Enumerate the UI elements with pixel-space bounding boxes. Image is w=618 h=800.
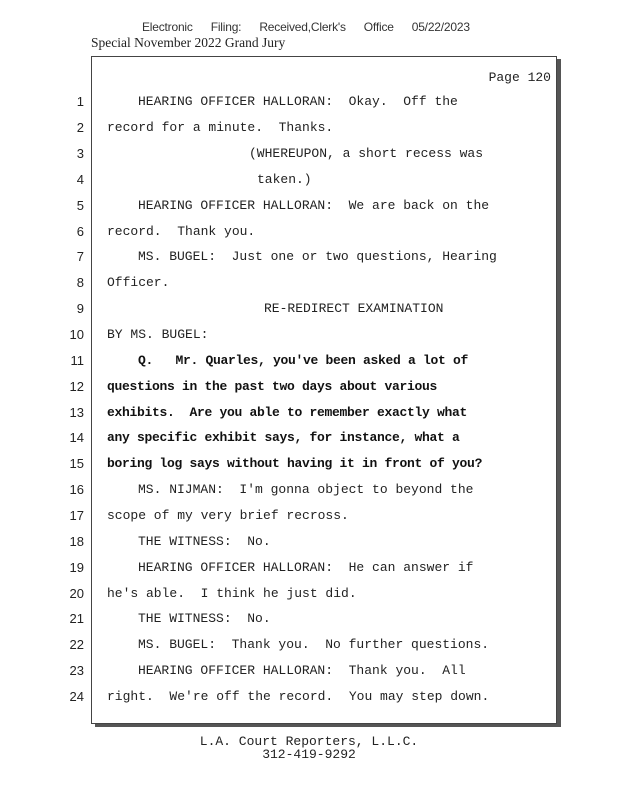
line-number: 7 [76,249,84,264]
line-number: 6 [76,224,84,239]
line-number: 23 [69,663,84,678]
line-number: 18 [69,534,84,549]
line-number: 21 [69,611,84,626]
line-number: 4 [76,172,84,187]
transcript-line-question: any specific exhibit says, for instance, what a [107,430,460,445]
footer-phone: 312-419-9292 [262,747,356,762]
transcript-line: HEARING OFFICER HALLORAN: We are back on the [138,198,490,213]
line-number: 9 [76,301,84,316]
case-title: Special November 2022 Grand Jury [91,35,286,50]
line-number: 1 [76,94,84,109]
transcript-line-question: questions in the past two days about various [107,379,438,394]
stamp-office: Office [363,20,394,34]
transcript-line: MS. NIJMAN: I'm gonna object to beyond the [138,482,474,497]
line-number: 19 [69,560,84,575]
transcript-line: (WHEREUPON, a short recess was [249,146,484,161]
stamp-filing: Filing: [210,20,242,34]
line-number: 16 [69,482,84,497]
transcript-line: taken.) [257,172,312,187]
transcript-line: Officer. [107,275,170,290]
line-number: 2 [76,120,84,135]
line-number: 8 [76,275,84,290]
line-number: 11 [70,353,84,368]
transcript-line: record. Thank you. [107,224,256,239]
transcript-line: right. We're off the record. You may step down. [107,689,490,704]
transcript-line-question: boring log says without having it in front of you? [107,456,483,471]
stamp-date: 05/22/2023 [411,20,470,34]
transcript-line-question: Q. Mr. Quarles, you've been asked a lot of [138,353,469,368]
transcript-line: scope of my very brief recross. [107,508,349,523]
line-number: 12 [69,379,84,394]
transcript-line: HEARING OFFICER HALLORAN: He can answer if [138,560,474,575]
line-number: 20 [69,586,84,601]
line-number: 13 [69,405,84,420]
line-number: 14 [69,430,84,445]
transcript-line: MS. BUGEL: Just one or two questions, Hearing [138,249,497,264]
section-heading: RE-REDIRECT EXAMINATION [264,301,444,316]
transcript-line: HEARING OFFICER HALLORAN: Okay. Off the [138,94,458,109]
line-number: 10 [69,327,84,342]
line-number: 5 [76,198,84,213]
line-number: 3 [76,146,84,161]
stamp-electronic: Electronic [142,20,193,34]
transcript-line: THE WITNESS: No. [138,534,271,549]
transcript-line: BY MS. BUGEL: [107,327,209,342]
transcript-line: HEARING OFFICER HALLORAN: Thank you. All [138,663,466,678]
transcript-line: record for a minute. Thanks. [107,120,334,135]
line-number: 15 [69,456,84,471]
line-number: 17 [69,508,84,523]
line-number: 22 [69,637,84,652]
transcript-line: MS. BUGEL: Thank you. No further questions. [138,637,490,652]
line-number: 24 [69,689,84,704]
stamp-received: Received,Clerk's [259,20,346,34]
footer-company: L.A. Court Reporters, L.L.C. [199,734,419,749]
transcript-line: THE WITNESS: No. [138,611,271,626]
efiling-stamp [142,20,488,34]
transcript-line: he's able. I think he just did. [107,586,357,601]
page-number: Page 120 [488,70,551,85]
transcript-line-question: exhibits. Are you able to remember exactly what [107,405,468,420]
